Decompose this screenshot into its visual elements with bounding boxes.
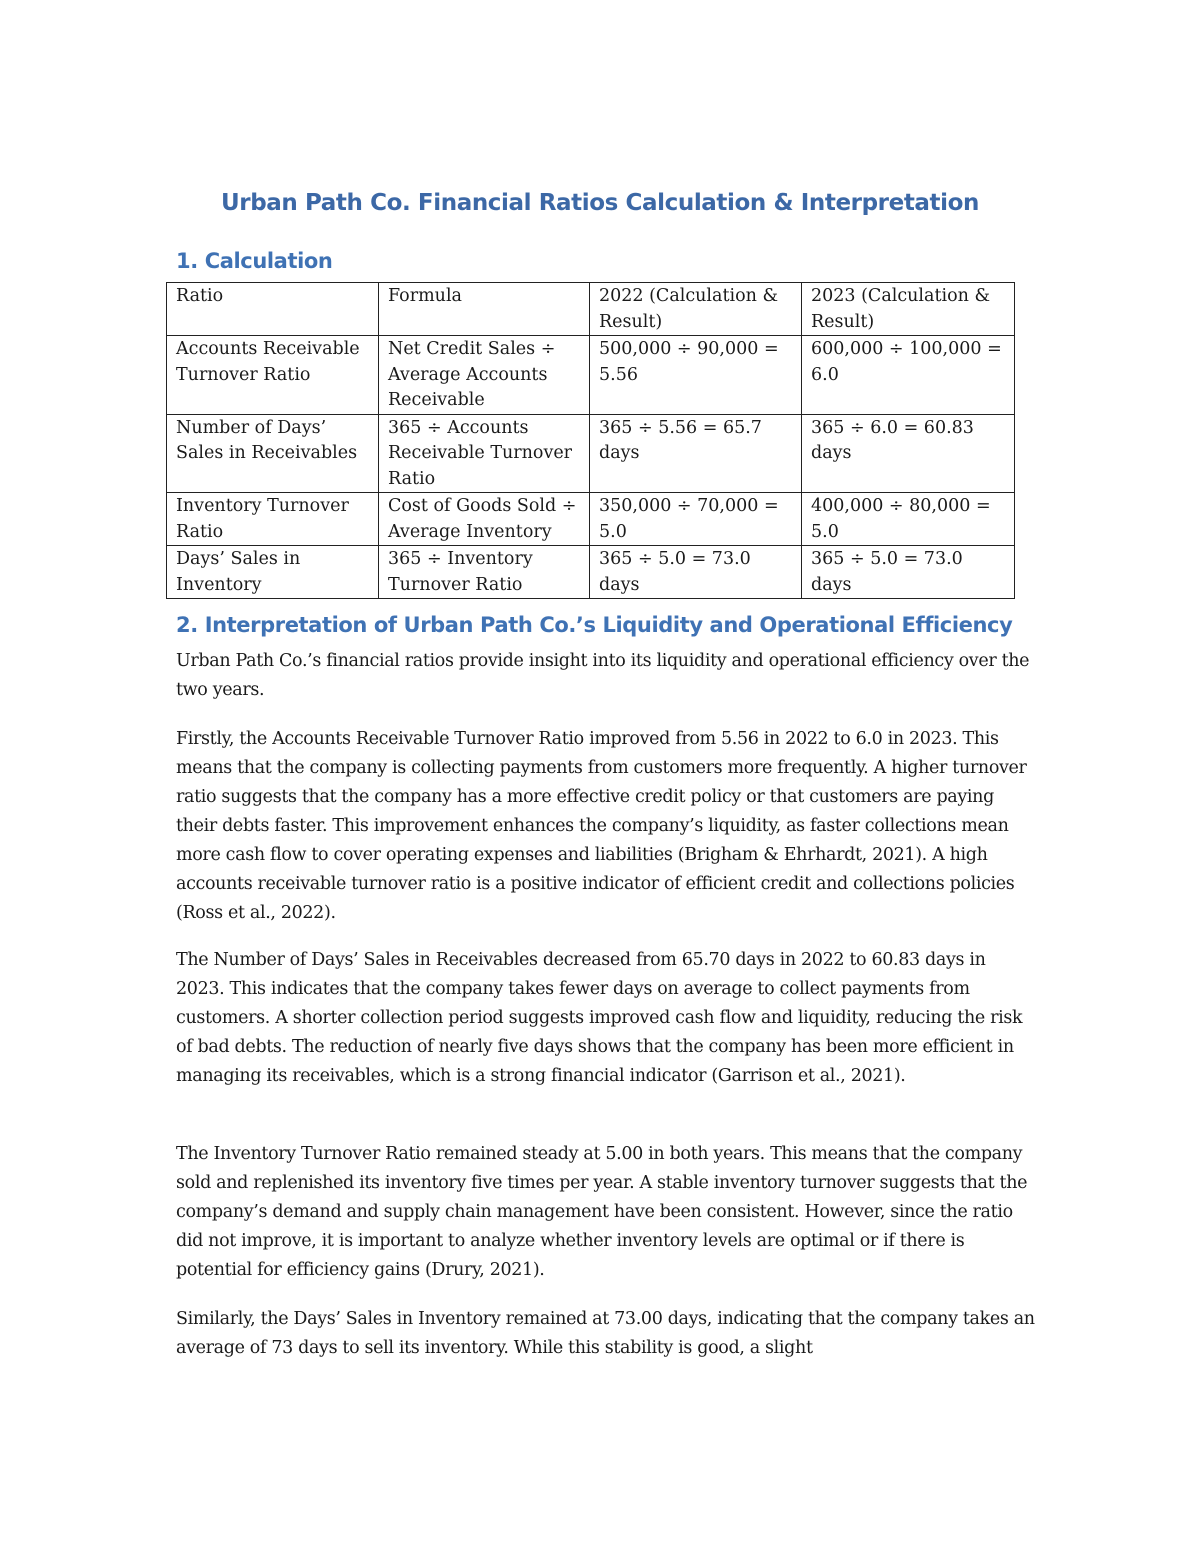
body-paragraph: Firstly, the Accounts Receivable Turnover Ratio improved from 5.56 in 2022 to 6.0 in 2023. This means that the company is collecting payments from customers more frequently. A higher turnover ratio suggests that the company has a more effective credit policy or that customers are paying their debts faster. This improvement enhances the company’s liquidity, as faster collections mean more cash flow to cover operating expenses and liabilities (Brigham & Ehrhardt, 2021). A high accounts receivable turnover ratio is a positive indicator of efficient credit and collections policies (Ross et al., 2022). [176,729,1027,923]
table-cell: Cost of Goods Sold ÷ Average Inventory [379,493,590,546]
table-row [167,493,1015,546]
table-cell: 365 ÷ 5.56 = 65.7 days [590,414,802,493]
body-paragraph: Similarly, the Days’ Sales in Inventory remained at 73.00 days, indicating that the company takes an average of 73 days to sell its inventory. While this stability is good, a slight [176,1309,1035,1358]
table-header-cell: Ratio [167,283,379,336]
table-row [167,336,1015,415]
table-cell: 600,000 ÷ 100,000 = 6.0 [802,336,1015,415]
table-cell: 365 ÷ Inventory Turnover Ratio [379,546,590,599]
table-cell: 365 ÷ 5.0 = 73.0 days [802,546,1015,599]
ratios-table [166,282,1015,599]
table-cell: 365 ÷ Accounts Receivable Turnover Ratio [379,414,590,493]
table-row [167,414,1015,493]
table-cell: 350,000 ÷ 70,000 = 5.0 [590,493,802,546]
section-heading-calculation: 1. Calculation [176,249,333,273]
table-cell: 365 ÷ 6.0 = 60.83 days [802,414,1015,493]
table-cell: Net Credit Sales ÷ Average Accounts Receivable [379,336,590,415]
table-header-cell: Formula [379,283,590,336]
table-cell: Accounts Receivable Turnover Ratio [167,336,379,415]
table-cell: 400,000 ÷ 80,000 = 5.0 [802,493,1015,546]
table-cell: Inventory Turnover Ratio [167,493,379,546]
table-cell: 500,000 ÷ 90,000 = 5.56 [590,336,802,415]
table-cell: Days’ Sales in Inventory [167,546,379,599]
document-title: Urban Path Co. Financial Ratios Calculation & Interpretation [220,190,979,216]
table-cell: Number of Days’ Sales in Receivables [167,414,379,493]
body-paragraph: Urban Path Co.’s financial ratios provide insight into its liquidity and operational efficiency over the two years. [176,651,1030,700]
table-header-row [167,283,1015,336]
section-heading-interpretation: 2. Interpretation of Urban Path Co.’s Liquidity and Operational Efficiency [176,613,1013,637]
table-header-cell: 2023 (Calculation & Result) [802,283,1015,336]
body-paragraph: The Number of Days’ Sales in Receivables decreased from 65.70 days in 2022 to 60.83 days in 2023. This indicates that the company takes fewer days on average to collect payments from customers. A shorter collection period suggests improved cash flow and liquidity, reducing the risk of bad debts. The reduction of nearly five days shows that the company has been more efficient in managing its receivables, which is a strong financial indicator (Garrison et al., 2021). [176,950,1023,1086]
table-cell: 365 ÷ 5.0 = 73.0 days [590,546,802,599]
table-row [167,546,1015,599]
table-header-cell: 2022 (Calculation & Result) [590,283,802,336]
body-paragraph: The Inventory Turnover Ratio remained steady at 5.00 in both years. This means that the company sold and replenished its inventory five times per year. A stable inventory turnover suggests that the company’s demand and supply chain management have been consistent. However, since the ratio did not improve, it is important to analyze whether inventory levels are optimal or if there is potential for efficiency gains (Drury, 2021). [176,1144,1028,1280]
